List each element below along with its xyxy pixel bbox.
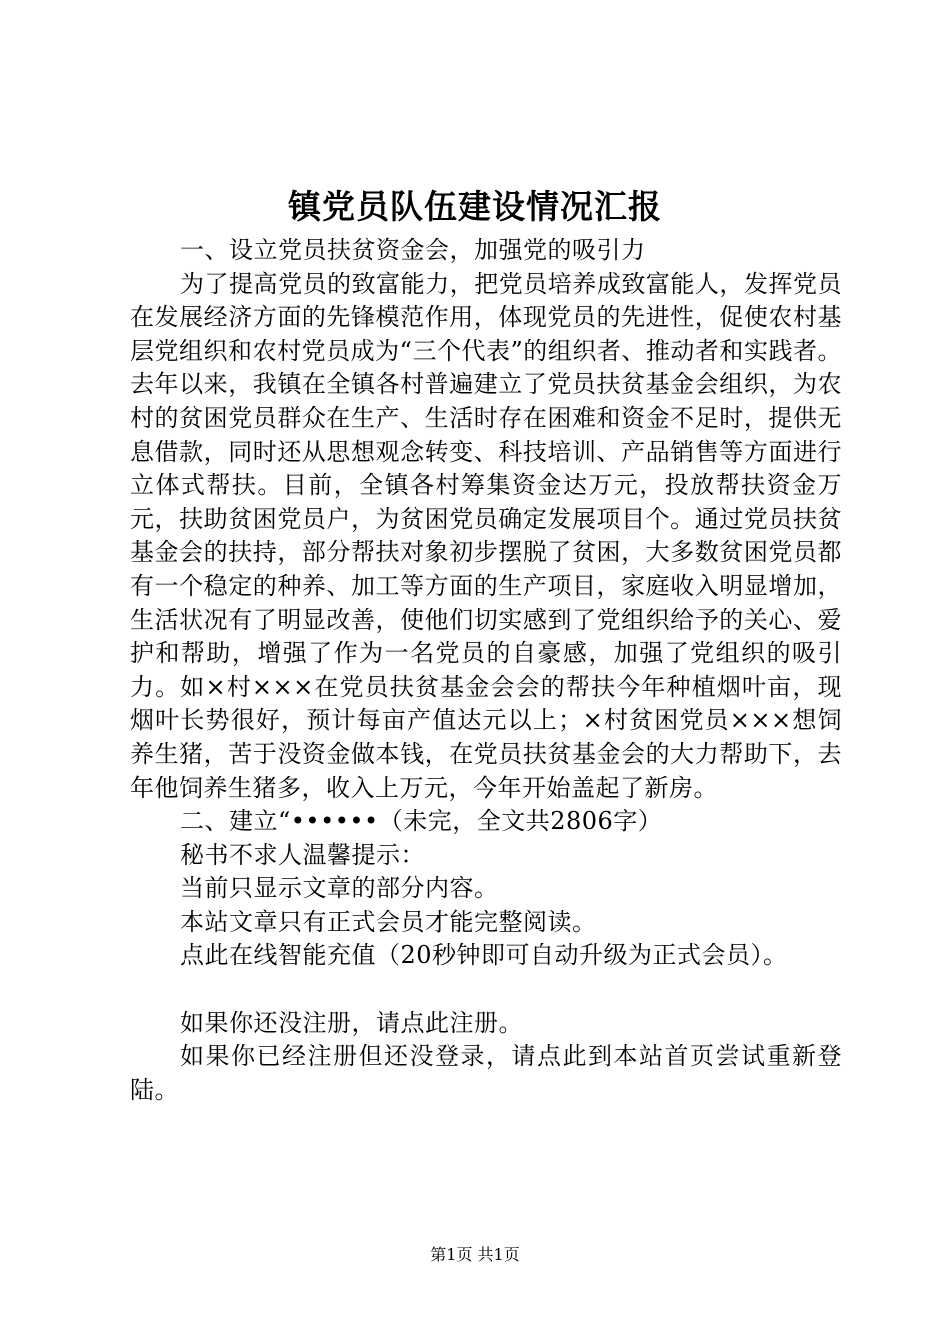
notice-heading: 秘书不求人温馨提示： — [180, 840, 425, 869]
notice-line-members-only: 本站文章只有正式会员才能完整阅读。 — [180, 907, 597, 936]
section-heading-1: 一、设立党员扶贫资金会，加强党的吸引力 — [180, 236, 646, 264]
recharge-link[interactable]: 点此在线智能充值（20秒钟即可自动升级为正式会员）。 — [180, 941, 788, 970]
page-number-footer: 第1页 共1页 — [430, 1245, 520, 1264]
spacer — [130, 973, 842, 1007]
notice-line-partial-content: 当前只显示文章的部分内容。 — [180, 874, 499, 903]
section-heading-2-truncated: 二、建立“••••••（未完，全文共2806字） — [180, 807, 663, 836]
body-paragraph: 为了提高党员的致富能力，把党员培养成致富能人，发挥党员在发展经济方面的先锋模范作用，体现党员的先进性，促使农村基层党组织和农村党员成为“三个代表”的组织者、推动者和实践者。去年以来，我镇在全镇各村普遍建立了党员扶贫基金会组织，为农村的贫困党员群众在生产、生活时存在困难和资金不足时，提供无息借款，同时还从思想观念转变、科技培训、产品销售等方面进行立体式帮扶。目前，全镇各村筹集资金达万元，投放帮扶资金万元，扶助贫困党员户，为贫困党员确定发展项目个。通过党员扶贫基金会的扶持，部分帮扶对象初步摆脱了贫困，大多数贫困党员都有一个稳定的种养、加工等方面的生产项目，家庭收入明显增加，生活状况有了明显改善，使他们切实感到了党组织给予的关心、爱护和帮助，增强了作为一名党员的自豪感，加强了党组织的吸引力。如×村×××在党员扶贫基金会会的帮扶今年种植烟叶亩，现烟叶长势很好，预计每亩产值达元以上；×村贫困党员×××想饲养生猪，苦于没资金做本钱，在党员扶贫基金会的大力帮助下，去年他饲养生猪多，收入上万元，今年开始盖起了新房。 — [130, 269, 842, 802]
register-link[interactable]: 如果你还没注册，请点此注册。 — [180, 1008, 523, 1037]
document-body — [130, 234, 842, 1107]
document-title: 镇党员队伍建设情况汇报 — [288, 187, 662, 226]
login-link[interactable]: 如果你已经注册但还没登录，请点此到本站首页尝试重新登陆。 — [130, 1042, 842, 1104]
